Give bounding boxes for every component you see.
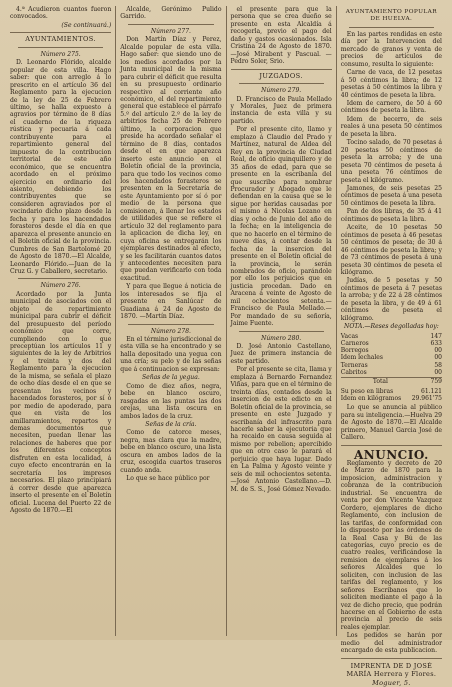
table-total-label: Total [372, 378, 388, 386]
market-jamones: Jamones, de seis pesetas 25 céntimos de peseta á una peseta 50 céntimos de peseta la libra. [340, 184, 442, 207]
notice-number-277: Número 277. [150, 27, 191, 35]
section-title-ayuntamiento-huelva: AYUNTAMIENTO POPULAR DE HUELVA. [345, 9, 437, 23]
notice-279-text: Por el presente cito, llamo y emplazo á Claudio del Prado y Martínez, natural de Aldea del Rey en la provincia de Ciudad Real, de oficio quinquillero y de 35 años de edad, para que se presente en la escribanía del que suscribe para nombrar Procurador y Abogado que le defiendan en la causa que se le sigue por heridas causadas por el mismo á Nicolas Lozano en días y ocho de Junio del año de la fecha; en la inteligencia de que no hacerlo en el término de nueve días, á contar desde la fecha de la insercion del presente en el Boletín oficial de la provincia, le serán nombrados de oficio, parándole por ello los perjuicios que en justicia procedan. Dado en Aracena á veinte de Agosto de mil ochocientos setenta.—Francisco de Paula Mellado.—Por mandado de su señoría, Jaime Fuente. [230, 126, 332, 328]
column-4 [337, 6, 446, 687]
notice-277-closing: Y para que llegue á noticia de los interesados se fija el presente en Sanlúcar de Guadiana á 24 de Agosto de 1870. —Martín Díaz. [120, 283, 222, 321]
section-title-juzgados: JUZGADOS. [259, 71, 303, 80]
nota-title: NOTA.—Reses degolladas hoy: [343, 323, 439, 331]
notice-number-280: Número 280. [261, 334, 302, 342]
notice-279-heading: D. Francisco de Paula Mellado y Morales, Juez de primera instancia de esta villa y su partido. [230, 95, 332, 125]
notice-276-text: Acordado por la Junta municipal de asociados con el objeto de repartimiento municipal para cubrir el déficit del presupuesto del período económico que corre, cumpliendo con lo que preceptúan los artículos 11 y siguientes de la ley de Arbitrios y el treinta y dos del Reglamento para la ejecucion de la misma, se señala el plazo de ocho días desde el en que se presentan los vecinos y hacendados forasteros, por sí ó por medio de apoderado, para que en vista de los amillaramientos, repartos y demas documentos que necesiten, puedan llenar las relaciones de haberes que por los diferentes conceptos disfruten en esta localidad, á cuyo efecto encontrarán en la secretaría los impresos necesarios. El plazo principiará á correr desde que aparezca inserto el presente en el Boletín oficial. Lucena del Puerto 22 de Agosto de 1870.—El [10, 290, 112, 514]
anuncio-title: ANUNCIO. [353, 447, 429, 462]
market-carnero: Idem de carnero, de 50 á 60 céntimos de peseta la libra. [340, 99, 442, 115]
notice-278-cria: Como de catorce meses, negra, mas clara que la madre, bebe en blanco oscuro, una lista oscura en ambos lados de la cruz, escogida cuartos traseros cuando anda. [120, 429, 222, 474]
notice-276-signature: Alcalde, Gerónimo Pulido Garrido. [120, 6, 222, 21]
market-tocino: Tocino salado, de 70 pesetas á 20 pesetas 50 céntimos de peseta la arroba; y de una peseta 70 céntimos de peseta á una peseta 76 céntimos de peseta el kilógramo. [340, 139, 442, 184]
divider [341, 658, 442, 659]
table-row [341, 347, 442, 354]
notice-278-continued: Lo que se hace público por [126, 475, 210, 483]
table-row [341, 395, 442, 402]
table-row-label: Vacas [340, 332, 359, 340]
table-row-value: 00 [434, 369, 442, 377]
table-row-label: Idem lechales [340, 354, 383, 362]
divider [239, 83, 324, 84]
table-row [341, 354, 442, 361]
market-aceite: Aceite, de 10 pesetas 50 céntimos de peseta á 46 pesetas 50 céntimos de peseta; de 30 á 46 céntimos de peseta la libra; y de 73 céntimos de peseta á una peseta 30 céntimos de peseta el kilógramo. [340, 224, 442, 276]
divider [341, 445, 442, 446]
section-title-ayuntamientos: AYUNTAMIENTOS. [25, 35, 96, 44]
notice-280-heading: D. José Antonio Castellano, Juez de primera instancia de este partido. [230, 343, 332, 365]
peso-label: Idem en kilógramos [340, 394, 402, 402]
notice-number-278: Número 278. [150, 327, 191, 335]
table-row-label: Terneras [340, 361, 368, 369]
table-row-value: 633 [430, 339, 442, 347]
subheading-yegua: Señas de la yegua. [141, 374, 200, 382]
notice-278-yegua: Como de diez años, negra, bebe en blanco oscuro, rasgadas en las puntas las dos orejas, una lista oscura en ambos lados de la cruz. [120, 382, 222, 420]
notice-275-text: D. Leonardo Flórido, alcalde popular de esta villa. Hago saber: que con arreglo á lo prescrito en el artículo 36 del Reglamento para la ejecucion de la ley de 25 de Febrero último, se halla expuesto á agravios por término de 8 días el cuaderno de la riqueza rústica y pecuaria á cada contribuyente para el repartimiento general del impuesto de la contribucion territorial de este año económico, que se encuentra acordado en el próximo ejercicio en ordinario del asiento, debiendo los contribuyentes que se consideren agraviados por el vecindario dicho plazo desde la fecha y para los hacendados forasteros desde el día en que aparezca el presente anuncio en el Boletín oficial de la provincia. Cumbres de San Bartolomé 20 de Agosto de 1870.—El Alcalde, Leonardo Flórido.—Juan de la Cruz G. y Caballero, secretario. [10, 59, 112, 275]
subheading-cria: Señas de la cría. [145, 421, 197, 429]
table-row [341, 333, 442, 340]
peso-value: 61.121 [421, 387, 442, 395]
divider [10, 32, 111, 33]
market-intro: En las partes rendidas en este día por la Intervencion del mercado de granos y venta de precios de artículos de consumo, resulta lo siguiente: [340, 30, 442, 68]
divider [128, 324, 213, 325]
peso-table [341, 388, 442, 403]
table-row-label: Carneros [340, 339, 369, 347]
divider [128, 24, 213, 25]
market-becerro: Idem de becerro, de seis reales á una peseta 50 céntimos de peseta la libra. [340, 115, 442, 138]
table-row [341, 362, 442, 369]
table-row [341, 340, 442, 347]
table-total-value: 759 [430, 378, 442, 386]
notice-278-text: En el término jurisdiccional de esta villa se ha encontrado y se halla depositado una yegua con una cría; su pelo y de las señas que á continuacion se expresan: [120, 336, 222, 373]
notice-280-text: Por el presente se cita, llama y emplaza á Bernardo Fernandez Viñas, para que en el término de treinta días, contados desde la insercion de este edicto en el Boletín oficial de la provincia, se presente en este Juzgado y escribanía del infrascrito para hacerle saber la ejecutoria que ha recaido en causa seguida al mismo por rebelion; apercibido que en otro caso le parará el perjuicio que haya lugar. Dado en La Palma y Agosto veinte y seis de mil ochocientos setenta.—José Antonio Castellano.—D. M. de S. S., José Gómez Nevado. [230, 366, 332, 493]
table-row-label: Borregos [340, 347, 369, 355]
table-row [341, 369, 442, 376]
table-row-value: 147 [430, 332, 442, 340]
top-note-continued: (Se continuará.) [61, 21, 112, 29]
table-row-value: 00 [434, 354, 442, 362]
column-1 [6, 6, 116, 636]
anuncio-pedidos: Los pedidos se harán por medio del administrador encargado de esta publicacion. [340, 632, 442, 655]
divider [18, 47, 103, 48]
page-columns [6, 6, 446, 687]
notice-278-end: el presente para que la persona que se crea dueño se presente en esta Alcaldía á recogerla, previo el pago del daño y gastos ocasionados. Isla Cristina 24 de Agosto de 1870. —José Mirabent y Pascual. —Pedro Soler, Srio. [230, 6, 332, 66]
imprint-place: Moguer, 5. [372, 678, 411, 687]
market-pan: Pan de dos libras, de 35 á 41 céntimos de peseta la libra. [340, 208, 442, 223]
notice-277-text: Don Martín Díaz y Perez, Alcalde popular de esta villa. Hago saber: que siendo uno de los medios acordados por la Junta municipal de la misma para cubrir el déficit que resulta en su presupuesto ordinario respectivo al corriente año económico, el del repartimiento general que establece el párrafo 5.º del artículo 2.º de la ley de arbitrios fecha 25 de Febrero último, la corporacion que preside ha acordado señalar el término de 8 días, contados desde el en que aparezca inserto este anuncio en el Boletín oficial de la provincia, para que todo los vecinos como los hacendados forasteros se presenten en la Secretaría de este Ayuntamiento por sí ó por medio de la persona que comisionen, á llenar los estados de utilidades que se refiere el artículo 32 del reglamento para la aplicacion de dicha ley, en cuya oficina se entregarán los ejemplares destinados al efecto, y se les facilitarán cuantos datos y antecedentes necesiten para que puedan verificarlo con toda exactitud. [120, 36, 222, 282]
imprint: IMPRENTA DE D JOSÉ MARÍA Herrera y Flores. [346, 661, 437, 678]
table-row [341, 388, 442, 395]
notice-number-279: Número 279. [261, 87, 302, 95]
column-3 [227, 6, 337, 636]
peso-value: 29.961'75 [411, 394, 442, 402]
reses-table [341, 333, 442, 386]
market-judias: Judías, de 5 pesetas y 50 céntimos de peseta á 7 pesetas la arroba; y de 22 á 28 céntimos de peseta la libra, y de 49 á 61 céntimos de peseta el kilógramo. [340, 277, 442, 322]
table-row-value: 58 [434, 361, 442, 369]
top-note: 4.ª Acudieron cuantos fueron convocados. [10, 6, 112, 21]
market-closing: Lo que se anuncia al público para su inteligencia.—Huelva 29 de Agosto de 1870.—El Alcalde primero, Manuel Garcia José de Callero. [340, 404, 442, 442]
divider [239, 331, 324, 332]
anuncio-text: Reglamento y decreto de 20 de Marzo de 1870 para la imposicion, administracion y cobranza de la contribucion industrial. Se encuentra de venta por don Vicente Vazquez Cordero, ejemplares de dicho Reglamento, con inclusion de las tarifas, de conformidad con lo dispuesto por las órdenes de la Real Casa y Bú de las categorías, cuyo precio es de cuatro reales, verificándose la remision de ejemplares á los señores Alcaldes que lo soliciten, con inclusion de las tarifas del reglamento, y los señores Escribanos que lo soliciten mediante el pago á la vez de dicho precio, que podrán hacerse en el Gobierno de esta provincia al precio de seis reales ejemplar. [340, 459, 442, 631]
table-row-label: Cabritos [340, 369, 367, 377]
table-row-value: 00 [434, 347, 442, 355]
notice-number-275: Número 275. [40, 50, 81, 58]
divider [18, 278, 103, 279]
notice-number-276: Número 276. [40, 282, 81, 290]
divider [349, 27, 434, 28]
table-total-row [341, 377, 442, 385]
peso-label: Su peso en libras [340, 387, 394, 395]
column-2 [116, 6, 226, 636]
divider [231, 69, 332, 70]
market-vaca: Carne de vaca, de 12 pesetas á 50 céntimos la libra; de 12 pesetas á 50 céntimos la libra y 40 céntimos de peseta la libra. [340, 69, 442, 99]
